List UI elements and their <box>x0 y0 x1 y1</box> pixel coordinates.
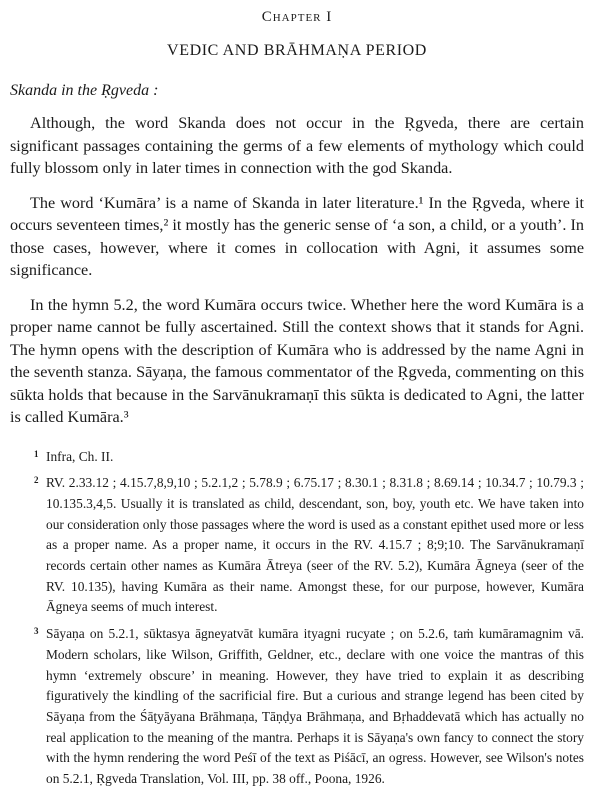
footnote-1-mark: 1 <box>34 448 39 459</box>
footnote-1 <box>10 447 584 468</box>
footnote-2-mark: 2 <box>34 475 39 486</box>
footnote-1-text: Infra, Ch. II. <box>46 448 114 464</box>
footnote-2-text: RV. 2.33.12 ; 4.15.7,8,9,10 ; 5.2.1,2 ; 5.78.9 ; 6.75.17 ; 8.30.1 ; 8.31.8 ; 8.69.14 ; 10.34.7 ; 10.79.3 ; 10.135.3,4,5. Usually it is translated as child, descendant, son, boy, youth etc. We have taken into our consideration only those passages where the word is used as a constant epithet used more or less as a proper name. As a proper name, it occurs in the RV. 4.15.7 ; 8;9;10. The Sarvānukramaṇī records certain other names as Kumāra Ātreya (seer of the RV. 5.2), Kumāra Āgneya (seer of the RV. 10.135), having Kumāra as their name. Amongst these, for our purpose, however, Kumāra Āgneya seems of much interest. <box>46 475 584 615</box>
footnote-2 <box>10 473 584 618</box>
body-paragraph-1: Although, the word Skanda does not occur in the Ṛgveda, there are certain significant passages containing the germs of a few elements of mythology which could fully blossom only in later times in connection with the god Skanda. <box>10 114 584 177</box>
footnote-3-text: Sāyaṇa on 5.2.1, sūktasya āgneyatvāt kumāra ityagni rucyate ; on 5.2.6, taṁ kumāramagnim vā. Modern scholars, like Wilson, Griffith, Geldner, etc., declare with one voice the mantras of this hymn ‘extremely obscure’ in meaning. However, they have tried to explain it as describing figuratively the kindling of the sacrificial fire. But a curious and strange legend has been cited by Sāyaṇa from the Śāṭyāyana Brāhmaṇa, Tāṇḍya Brāhmaṇa, and Bṛhaddevatā which has actually no real application to the meaning of the mantra. Perhaps it is Sāyaṇa's own fancy to connect the story with the hymn rendering the word Peśī of the text as Piśācī, an ogress. However, see Wilson's notes on 5.2.1, Ṛgveda Translation, Vol. III, pp. 38 off., Poona, 1926. <box>46 626 584 787</box>
body-paragraph-2: The word ‘Kumāra’ is a name of Skanda in later literature.¹ In the Ṛgveda, where it occurs seventeen times,² it mostly has the generic sense of ‘a son, a child, or a youth’. In those cases, however, where it comes in collocation with Agni, it assumes some significance. <box>10 193 584 279</box>
footnote-separator <box>10 429 584 439</box>
footnote-3-mark: 3 <box>34 626 39 637</box>
section-heading: Skanda in the Ṛgveda : <box>10 82 159 99</box>
footnote-3 <box>10 624 584 790</box>
body-paragraph-3: In the hymn 5.2, the word Kumāra occurs twice. Whether here the word Kumāra is a proper name cannot be fully ascertained. Still the context shows that it stands for Agni. The hymn opens with the description of Kumāra who is addressed by the name Agni in the seventh stanza. Sāyaṇa, the famous commentator of the Ṛgveda, commenting on this sūkta holds that because in the Sarvānukramaṇī this sūkta is dedicated to Agni, the latter is called Kumāra.³ <box>10 295 584 426</box>
chapter-heading: Chapter I <box>261 9 333 25</box>
chapter-title: VEDIC AND BRĀHMAṆA PERIOD <box>167 42 427 59</box>
